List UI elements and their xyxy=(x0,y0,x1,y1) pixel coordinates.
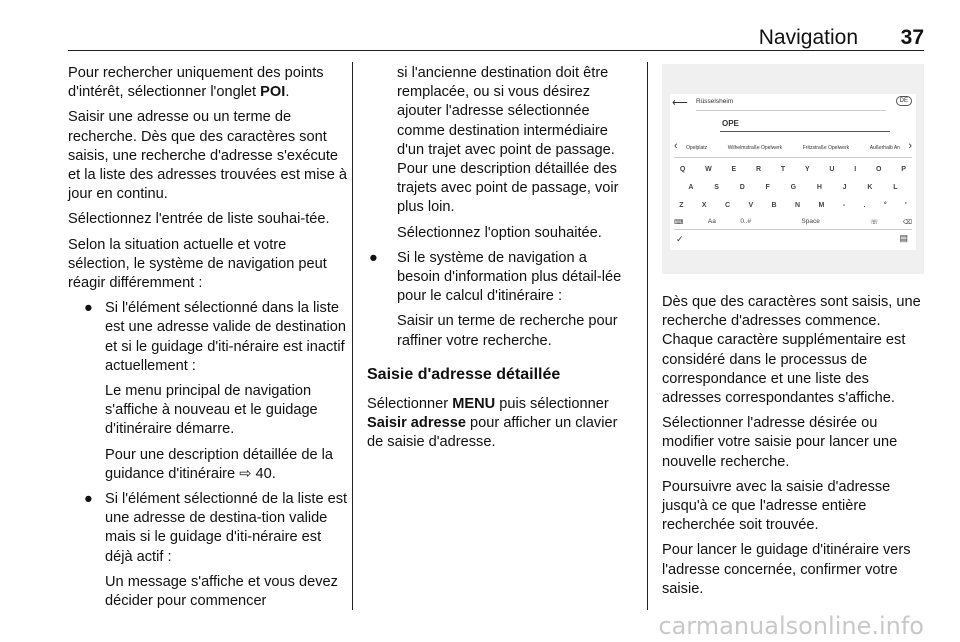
chevron-right-icon[interactable]: › xyxy=(908,140,912,152)
checkmark-icon[interactable]: ✓ xyxy=(676,234,684,244)
key[interactable]: T xyxy=(780,166,786,173)
key[interactable]: U xyxy=(829,166,835,173)
chevron-left-icon[interactable]: ‹ xyxy=(674,140,678,152)
key[interactable]: N xyxy=(794,202,801,209)
page-header xyxy=(68,26,924,50)
keyboard-row-3 xyxy=(670,202,916,209)
bullet-dot: ● xyxy=(84,491,93,508)
voice-icon[interactable]: ☏ xyxy=(870,219,879,226)
key[interactable]: Z xyxy=(679,202,684,209)
text: pour afficher un clavier de saisie d'adresse. xyxy=(367,415,618,451)
key[interactable]: F xyxy=(765,184,770,191)
keyboard-row-2 xyxy=(670,184,916,191)
key[interactable]: R xyxy=(756,166,762,173)
key[interactable]: J xyxy=(842,184,847,191)
key[interactable]: C xyxy=(724,202,731,209)
back-arrow-icon[interactable]: ⟵ xyxy=(672,97,688,109)
suggestion-item[interactable]: Wilhelmstraße Opelwerk xyxy=(727,145,783,151)
bullet-text: Si l'élément sélectionné dans la liste est une adresse valide de destination et si le guidage d'iti-néraire est inactif actuellement : xyxy=(105,300,346,374)
key[interactable]: Q xyxy=(679,166,686,173)
city-field[interactable]: Rüsselsheim xyxy=(696,98,734,105)
column-3 xyxy=(662,293,924,605)
bullet-subparagraph xyxy=(68,446,348,484)
key[interactable]: W xyxy=(705,166,712,173)
paragraph-confirm: Pour lancer le guidage d'itinéraire vers l'adresse concernée, confirmer votre saisie. xyxy=(662,542,911,597)
suggestion-bar xyxy=(686,145,900,151)
section-heading: Saisie d'adresse détaillée xyxy=(367,365,561,383)
bullet-subparagraph: Un message s'affiche et vous devez décider pour commencer xyxy=(105,573,338,610)
paragraph-select-address: Sélectionner l'adresse désirée ou modifier votre saisie pour lancer une nouvelle recherche. xyxy=(662,415,898,470)
key[interactable]: ' xyxy=(905,202,907,209)
nav-input-screen xyxy=(670,94,916,250)
key[interactable]: M xyxy=(818,202,825,209)
key[interactable]: P xyxy=(901,166,906,173)
key[interactable]: Y xyxy=(804,166,810,173)
keyboard-icon[interactable]: ⌨ xyxy=(674,219,684,226)
select-option-paragraph: Sélectionnez l'option souhaitée. xyxy=(397,224,602,241)
divider xyxy=(674,157,912,158)
keyboard-row-1 xyxy=(670,166,916,173)
case-key[interactable]: Aa xyxy=(707,218,716,225)
bullet-item xyxy=(68,299,348,376)
divider xyxy=(674,229,912,230)
header-divider xyxy=(68,50,924,51)
paragraph-select: Sélectionnez l'entrée de liste souhai-tée. xyxy=(68,211,330,228)
bullet-item xyxy=(68,490,348,567)
suggestion-item[interactable]: Fritzstraße Opelwerk xyxy=(802,145,850,151)
paragraph-search: Dès que des caractères sont saisis, une recherche d'adresses commence. Chaque caractère supplémentaire est considéré dans le processus de correspondance et une liste des adresses correspondantes s'affiche. xyxy=(662,294,921,407)
bullet-dot: ● xyxy=(84,300,93,317)
key[interactable]: E xyxy=(731,166,737,173)
space-key[interactable]: Space xyxy=(801,218,820,225)
text: Sélectionner xyxy=(367,395,453,412)
list-icon[interactable]: ▤ xyxy=(899,233,908,243)
city-underline xyxy=(696,110,886,111)
keyboard-row-4 xyxy=(674,218,912,226)
column-2 xyxy=(367,64,633,458)
saisir-adresse-ref: Saisir adresse xyxy=(367,415,466,432)
backspace-icon[interactable]: ⌫ xyxy=(902,219,912,226)
key[interactable]: S xyxy=(714,184,719,191)
menu-button-ref: MENU xyxy=(452,395,496,412)
paragraph-situation: Selon la situation actuelle et votre sélection, le système de navigation peut réagir différemment : xyxy=(68,236,327,292)
watermark: carmanualsonline.info xyxy=(658,612,924,640)
continued-paragraph: si l'ancienne destination doit être remplacée, ou si vous désirez ajouter l'adresse sélectionnée comme destination intermédiaire d'un trajet avec point de passage. Pour une description détaillée des trajets avec point de passage, voir plus loin. xyxy=(397,65,619,216)
key[interactable]: D xyxy=(739,184,745,191)
input-underline xyxy=(720,131,890,132)
column-1 xyxy=(68,64,348,611)
page-ref[interactable]: 40. xyxy=(255,465,276,482)
country-badge[interactable]: DE xyxy=(896,96,912,106)
key[interactable]: H xyxy=(816,184,822,191)
paragraph-detailed-entry xyxy=(367,395,633,453)
column-divider-2 xyxy=(647,62,648,610)
chapter-title: Navigation xyxy=(758,26,858,49)
text: puis sélectionner xyxy=(495,395,609,412)
key[interactable]: B xyxy=(771,202,777,209)
page-ref-arrow-icon: ⇨ xyxy=(239,465,252,482)
key[interactable]: L xyxy=(893,184,898,191)
key[interactable]: G xyxy=(790,184,797,191)
key[interactable]: I xyxy=(854,166,857,173)
key[interactable]: . xyxy=(863,202,866,209)
text: Pour une description détaillée de la guidance d'itinéraire xyxy=(105,446,333,482)
key[interactable]: - xyxy=(842,202,846,209)
suggestion-item[interactable]: Außerhalb An xyxy=(869,145,900,151)
bullet-dot: ● xyxy=(369,249,378,266)
text: . xyxy=(285,84,290,101)
key[interactable]: O xyxy=(876,166,882,173)
key[interactable]: ° xyxy=(883,202,887,209)
bullet-subparagraph: Saisir un terme de recherche pour raffiner votre recherche. xyxy=(397,313,618,349)
key[interactable]: A xyxy=(688,184,694,191)
bullet-item xyxy=(367,249,633,307)
paragraph-poi xyxy=(68,64,348,102)
bullet-text: Si l'élément sélectionné de la liste est une adresse de destina-tion valide mais si le guidage d'iti-néraire est déjà actif : xyxy=(105,491,348,565)
key[interactable]: K xyxy=(867,184,873,191)
key[interactable]: V xyxy=(748,202,754,209)
bullet-subparagraph: Le menu principal de navigation s'affiche à nouveau et le guidage d'itinéraire démarre. xyxy=(105,383,318,438)
numbers-key[interactable]: 0..# xyxy=(740,218,752,225)
key[interactable]: X xyxy=(701,202,707,209)
address-input[interactable]: OPE xyxy=(722,119,739,128)
paragraph-enter: Saisir une adresse ou un terme de recherche. Dès que des caractères sont saisis, une recherche d'adresse s'exécute et la liste des adresses trouvées est mise à jour en continu. xyxy=(68,109,348,203)
suggestion-item[interactable]: Opelplatz xyxy=(686,145,708,151)
poi-tab-ref: POI xyxy=(260,84,286,101)
keyboard-screenshot-figure xyxy=(662,64,924,274)
page-number: 37 xyxy=(900,26,924,49)
bullet-text: Si le système de navigation a besoin d'information plus détail-lée pour le calcul d'itinéraire : xyxy=(397,249,622,305)
paragraph-continue: Poursuivre avec la saisie d'adresse jusqu'à ce que l'adresse entière recherchée soit trouvée. xyxy=(662,478,891,534)
text: Pour rechercher uniquement des points d'intérêt, sélectionner l'onglet xyxy=(68,65,324,101)
column-divider-1 xyxy=(352,62,353,610)
